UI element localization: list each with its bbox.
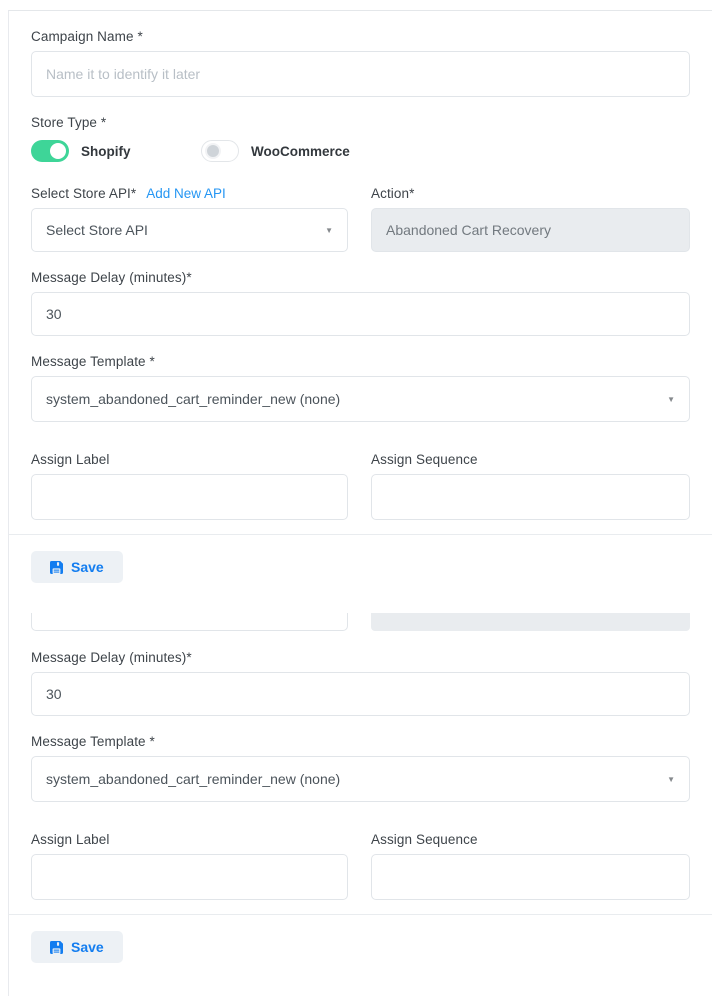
shopify-toggle[interactable]: [31, 140, 69, 162]
toggle-knob: [50, 143, 66, 159]
assign-sequence-input-2[interactable]: [371, 854, 690, 900]
assign-sequence-input[interactable]: [371, 474, 690, 520]
save-button-label: Save: [71, 939, 104, 955]
shopify-toggle-label: Shopify: [81, 143, 131, 159]
form-footer: [9, 914, 712, 979]
chevron-down-icon: ▼: [325, 225, 333, 235]
campaign-form-1: [9, 11, 712, 599]
action-label: Action*: [371, 186, 415, 201]
chevron-down-icon: ▼: [667, 394, 675, 404]
assign-sequence-label: Assign Sequence: [371, 832, 478, 847]
toggle-knob: [205, 143, 221, 159]
campaign-form-2: [9, 599, 712, 979]
message-template-select-2[interactable]: [31, 756, 690, 802]
assign-label-label: Assign Label: [31, 832, 110, 847]
message-template-selected-value: system_abandoned_cart_reminder_new (none): [46, 771, 341, 787]
store-type-toggles: [31, 140, 690, 162]
message-delay-input-2[interactable]: [31, 672, 690, 716]
campaign-name-label: Campaign Name *: [31, 29, 143, 44]
save-floppy-icon: [50, 561, 63, 574]
add-new-api-link[interactable]: Add New API: [146, 186, 226, 201]
message-template-label: Message Template *: [31, 354, 155, 369]
woocommerce-toggle-wrap: [201, 140, 371, 162]
message-delay-label: Message Delay (minutes)*: [31, 650, 192, 665]
form-footer: [9, 534, 712, 599]
campaign-modal: [8, 10, 712, 996]
assign-label-input-2[interactable]: [31, 854, 348, 900]
store-api-label: Select Store API*: [31, 186, 137, 201]
action-input-cutoff: [371, 613, 690, 631]
chevron-down-icon: ▼: [667, 774, 675, 784]
store-type-label: Store Type *: [31, 115, 107, 130]
store-api-select[interactable]: [31, 208, 348, 252]
save-floppy-icon: [50, 941, 63, 954]
assign-label-label: Assign Label: [31, 452, 110, 467]
store-api-selected-value: Select Store API: [46, 222, 148, 238]
message-template-selected-value: system_abandoned_cart_reminder_new (none): [46, 391, 341, 407]
store-api-select-cutoff[interactable]: [31, 613, 348, 631]
shopify-toggle-wrap: [31, 140, 201, 162]
woocommerce-toggle[interactable]: [201, 140, 239, 162]
campaign-name-input[interactable]: [31, 51, 690, 97]
assign-label-input[interactable]: [31, 474, 348, 520]
assign-sequence-label: Assign Sequence: [371, 452, 478, 467]
save-button-2[interactable]: [31, 931, 123, 963]
action-input: [371, 208, 690, 252]
woocommerce-toggle-label: WooCommerce: [251, 143, 350, 159]
message-template-label: Message Template *: [31, 734, 155, 749]
message-delay-label: Message Delay (minutes)*: [31, 270, 192, 285]
save-button[interactable]: [31, 551, 123, 583]
message-template-select[interactable]: [31, 376, 690, 422]
save-button-label: Save: [71, 559, 104, 575]
cutoff-fields-row: [31, 613, 690, 631]
message-delay-input[interactable]: [31, 292, 690, 336]
